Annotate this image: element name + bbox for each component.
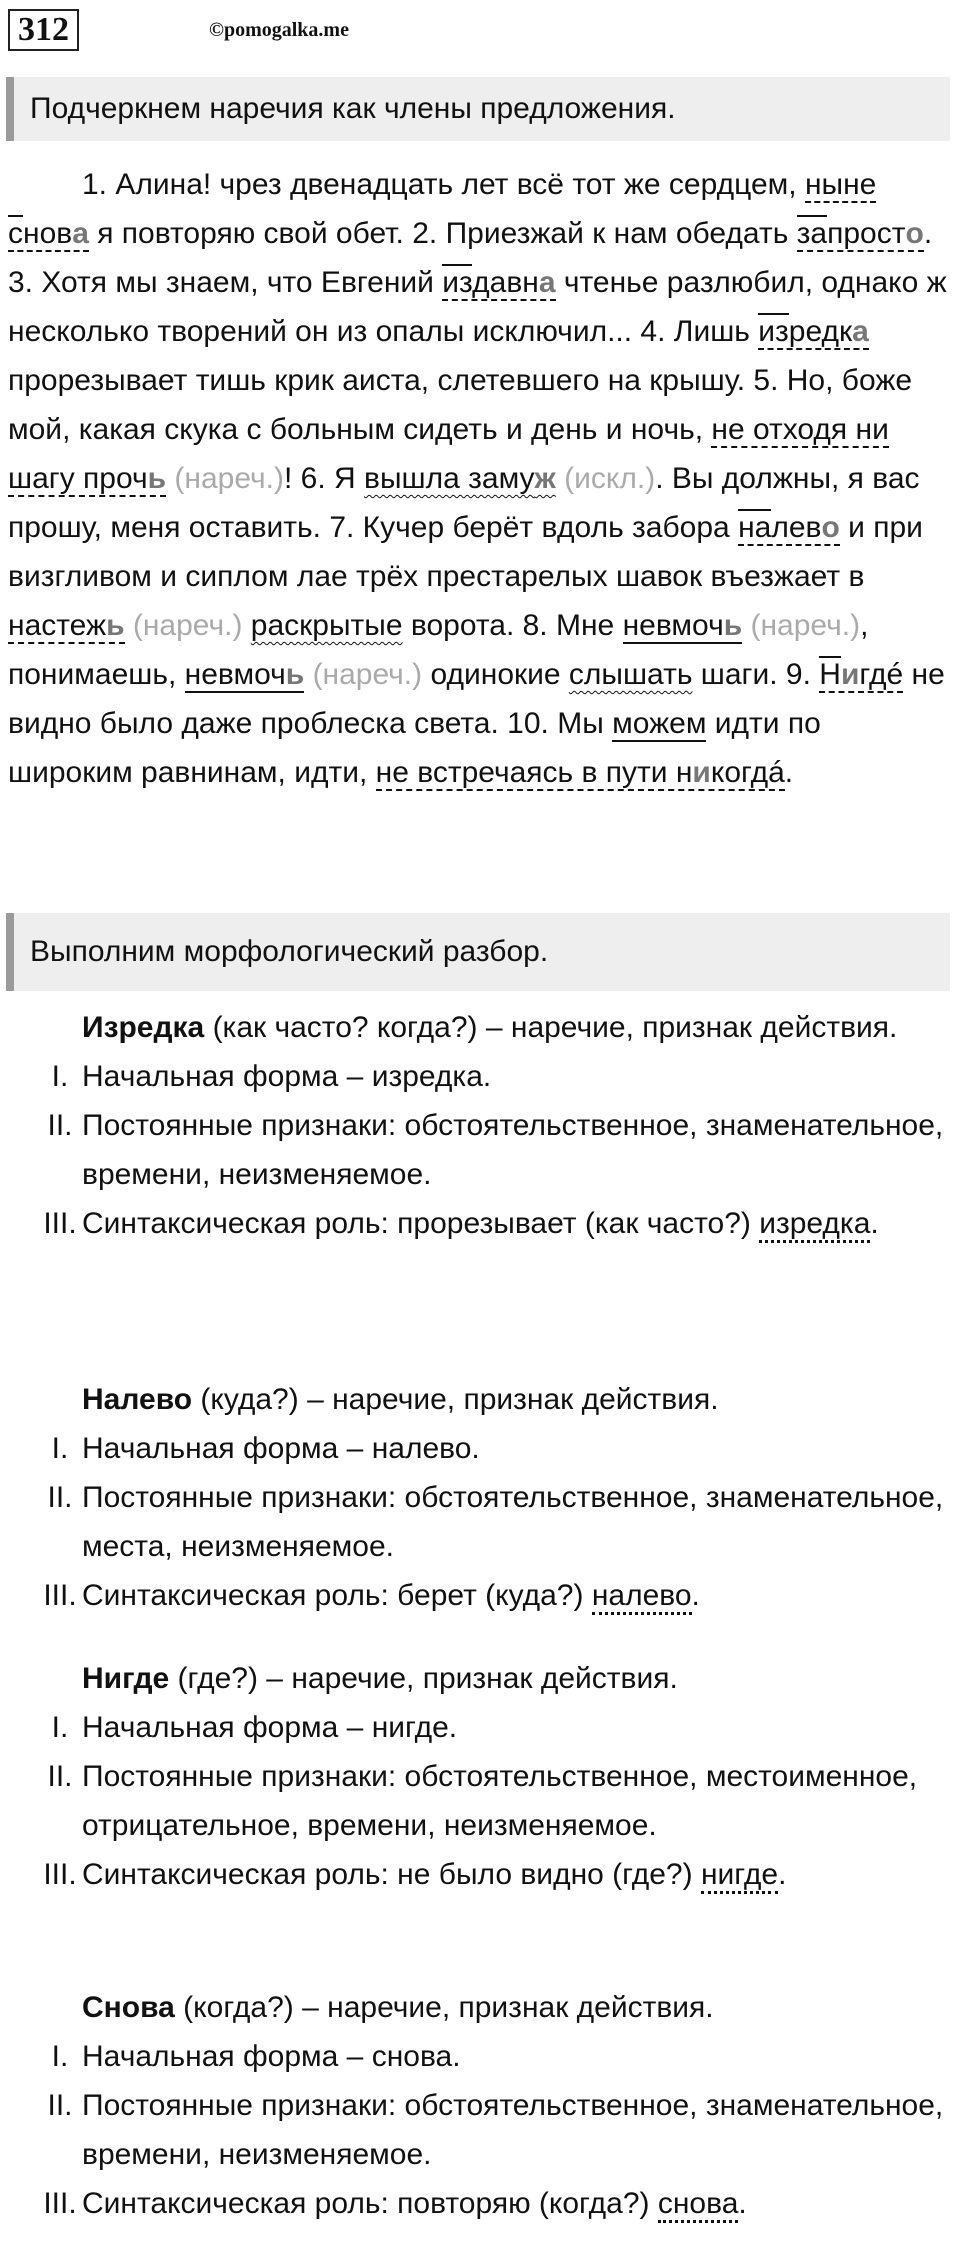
analysis-heading: Налево (куда?) – наречие, признак действия. [82, 1383, 719, 1416]
note-narech: (нареч.) [174, 462, 284, 495]
exercise-text [8, 160, 952, 797]
word-slyshat: слышать [568, 658, 693, 691]
analysis-heading: Снова (когда?) – наречие, признак действия. [82, 1991, 714, 2024]
note-iskl: (искл.) [564, 462, 656, 495]
adverb-nalevo: налево [738, 511, 840, 544]
analysis-item: II. Постоянные признаки: обстоятельственное, знаменательное, времени, неизменяемое. [47, 2089, 944, 2171]
text-run: . [784, 756, 794, 789]
adverb-nigde: Нигдé [819, 658, 904, 691]
word-mozhem: можем [612, 707, 707, 740]
analysis-snova [8, 1983, 952, 2228]
exercise-paragraph [8, 160, 952, 797]
analysis-nigde [8, 1654, 952, 1899]
text-run: я повторяю свой обет. 2. Приезжай к нам обедать [88, 217, 797, 250]
word-raskrytye: раскрытые [250, 609, 403, 642]
text-run: идти по широким равнинам, идти, [8, 707, 821, 789]
analysis-item: III. Синтаксическая роль: не было видно (где?) нигде. [8, 1850, 952, 1899]
phrase-vyshla-zamuzh: вышла замуж [364, 462, 556, 495]
section-banner-underline [6, 77, 950, 141]
section-banner-analysis [6, 913, 950, 991]
note-narech: (нареч.) [312, 658, 423, 691]
text-run: , понимаешь, [8, 609, 869, 691]
adverb-nastezh: настежь [8, 609, 125, 642]
text-run: 1. Алина! чрез двенадцать лет всё тот же сердцем, [82, 168, 797, 201]
adverb-nevmoch: невмочь [184, 658, 305, 691]
analysis-item: I. Начальная форма – снова. [51, 2040, 461, 2073]
text-run: одинокие [422, 658, 569, 691]
adverb-nikogda: не встречаясь в пути никогдá [375, 756, 785, 789]
analysis-heading: Изредка (как часто? когда?) – наречие, признак действия. [82, 1011, 898, 1044]
text-run: шаги. 9. [692, 658, 820, 691]
adverb-nyne: ныне [804, 168, 877, 201]
note-narech: (нареч.) [132, 609, 243, 642]
site-credit[interactable]: ©pomogalka.me [209, 18, 349, 41]
text-run: и при визгливом и сиплом лае трёх престарелых шавок въезжает в [8, 511, 923, 593]
analysis-item: II. Постоянные признаки: обстоятельственное, местоименное, отрицательное, времени, неизменяемое. [47, 1760, 918, 1842]
text-run: не видно было даже проблеска света. 10. Мы [8, 658, 945, 740]
analysis-item: I. Начальная форма – нигде. [51, 1711, 458, 1744]
adverb-zaprosto: запросто [796, 217, 924, 250]
analysis-item: II. Постоянные признаки: обстоятельственное, знаменательное, места, неизменяемое. [47, 1481, 944, 1563]
analysis-item: III. Синтаксическая роль: прорезывает (как часто?) изредка. [8, 1199, 952, 1248]
text-run: чтенье разлюбил, однако ж несколько творений он из опалы исключил... 4. Лишь [8, 266, 947, 348]
analysis-item: I. Начальная форма – изредка. [51, 1060, 492, 1093]
task-number: 312 [8, 9, 79, 51]
analysis-heading: Нигде (где?) – наречие, признак действия. [82, 1662, 678, 1695]
analysis-item: III. Синтаксическая роль: повторяю (когда?) снова. [8, 2179, 952, 2228]
analysis-izredka [8, 1003, 952, 1248]
text-run: ! 6. Я [284, 462, 365, 495]
adverb-nevmoch: невмочь [622, 609, 743, 642]
banner-text: Выполним морфологический разбор. [30, 935, 549, 968]
analysis-item: II. Постоянные признаки: обстоятельственное, знаменательное, времени, неизменяемое. [47, 1109, 944, 1191]
analysis-nalevo [8, 1375, 952, 1620]
analysis-item: I. Начальная форма – налево. [51, 1432, 480, 1465]
header [8, 8, 349, 52]
adverb-proch: не отходя ни шагу прочь [8, 413, 889, 495]
adverb-izredka: изредка [758, 315, 869, 348]
text-run: . 3. Хотя мы знаем, что Евгений [8, 217, 933, 299]
text-run: прорезывает тишь крик аиста, слетевшего на крышу. 5. Но, боже мой, какая скука с больным сидеть и день и ночь, [8, 364, 913, 446]
adverb-snova: снова [8, 217, 89, 250]
adverb-izdavna: издавна [442, 266, 556, 299]
text-run: . Вы должны, я вас прошу, меня оставить. 7. Кучер берёт вдоль забора [8, 462, 920, 544]
text-run: ворота. 8. Мне [402, 609, 623, 642]
note-narech: (нареч.) [750, 609, 861, 642]
analysis-item: III. Синтаксическая роль: берет (куда?) налево. [8, 1571, 952, 1620]
banner-text: Подчеркнем наречия как члены предложения. [30, 92, 676, 125]
